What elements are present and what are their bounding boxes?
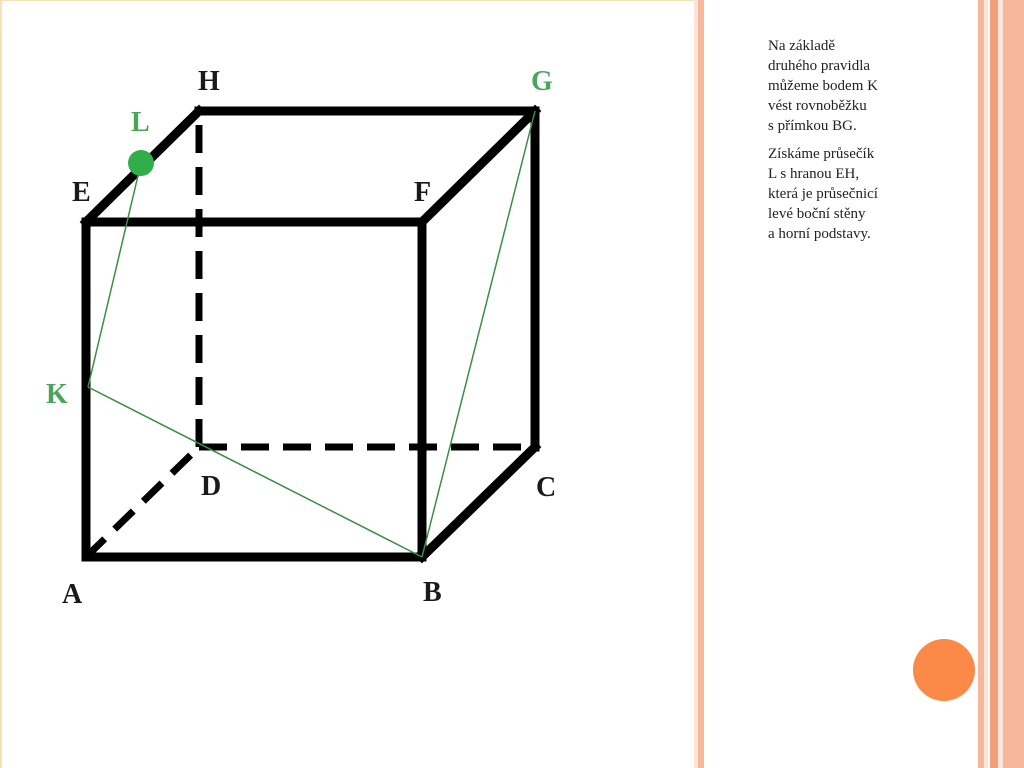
- edge-CB: [422, 447, 535, 557]
- paragraph-1: Na základě druhého pravidla můžeme bodem K vést rovnoběžku s přímkou BG.: [768, 38, 878, 134]
- paragraph-2: Získáme průsečík L s hranou EH, která je průsečnicí levé boční stěny a horní podstavy.: [768, 146, 878, 242]
- point-L-marker: [128, 150, 154, 176]
- stripe-light-2: [984, 0, 988, 768]
- label-C: C: [536, 472, 557, 503]
- label-E: E: [72, 177, 91, 208]
- edge-FG: [422, 111, 535, 222]
- edge-AD: [86, 447, 199, 557]
- label-L: L: [131, 107, 150, 138]
- label-G: G: [531, 66, 553, 97]
- label-F: F: [414, 177, 432, 208]
- nav-circle-button[interactable]: [913, 639, 975, 701]
- stripe-mid-1: [698, 0, 704, 768]
- label-A: A: [62, 579, 83, 610]
- explanation-text: [768, 36, 968, 252]
- stripe-dark-2: [990, 0, 998, 768]
- stripe-dark-3: [1003, 0, 1024, 768]
- label-B: B: [423, 577, 442, 608]
- line-BG: [422, 111, 535, 557]
- label-K: K: [46, 379, 68, 410]
- label-H: H: [198, 66, 220, 97]
- label-D: D: [201, 471, 222, 502]
- line-KB: [88, 387, 422, 557]
